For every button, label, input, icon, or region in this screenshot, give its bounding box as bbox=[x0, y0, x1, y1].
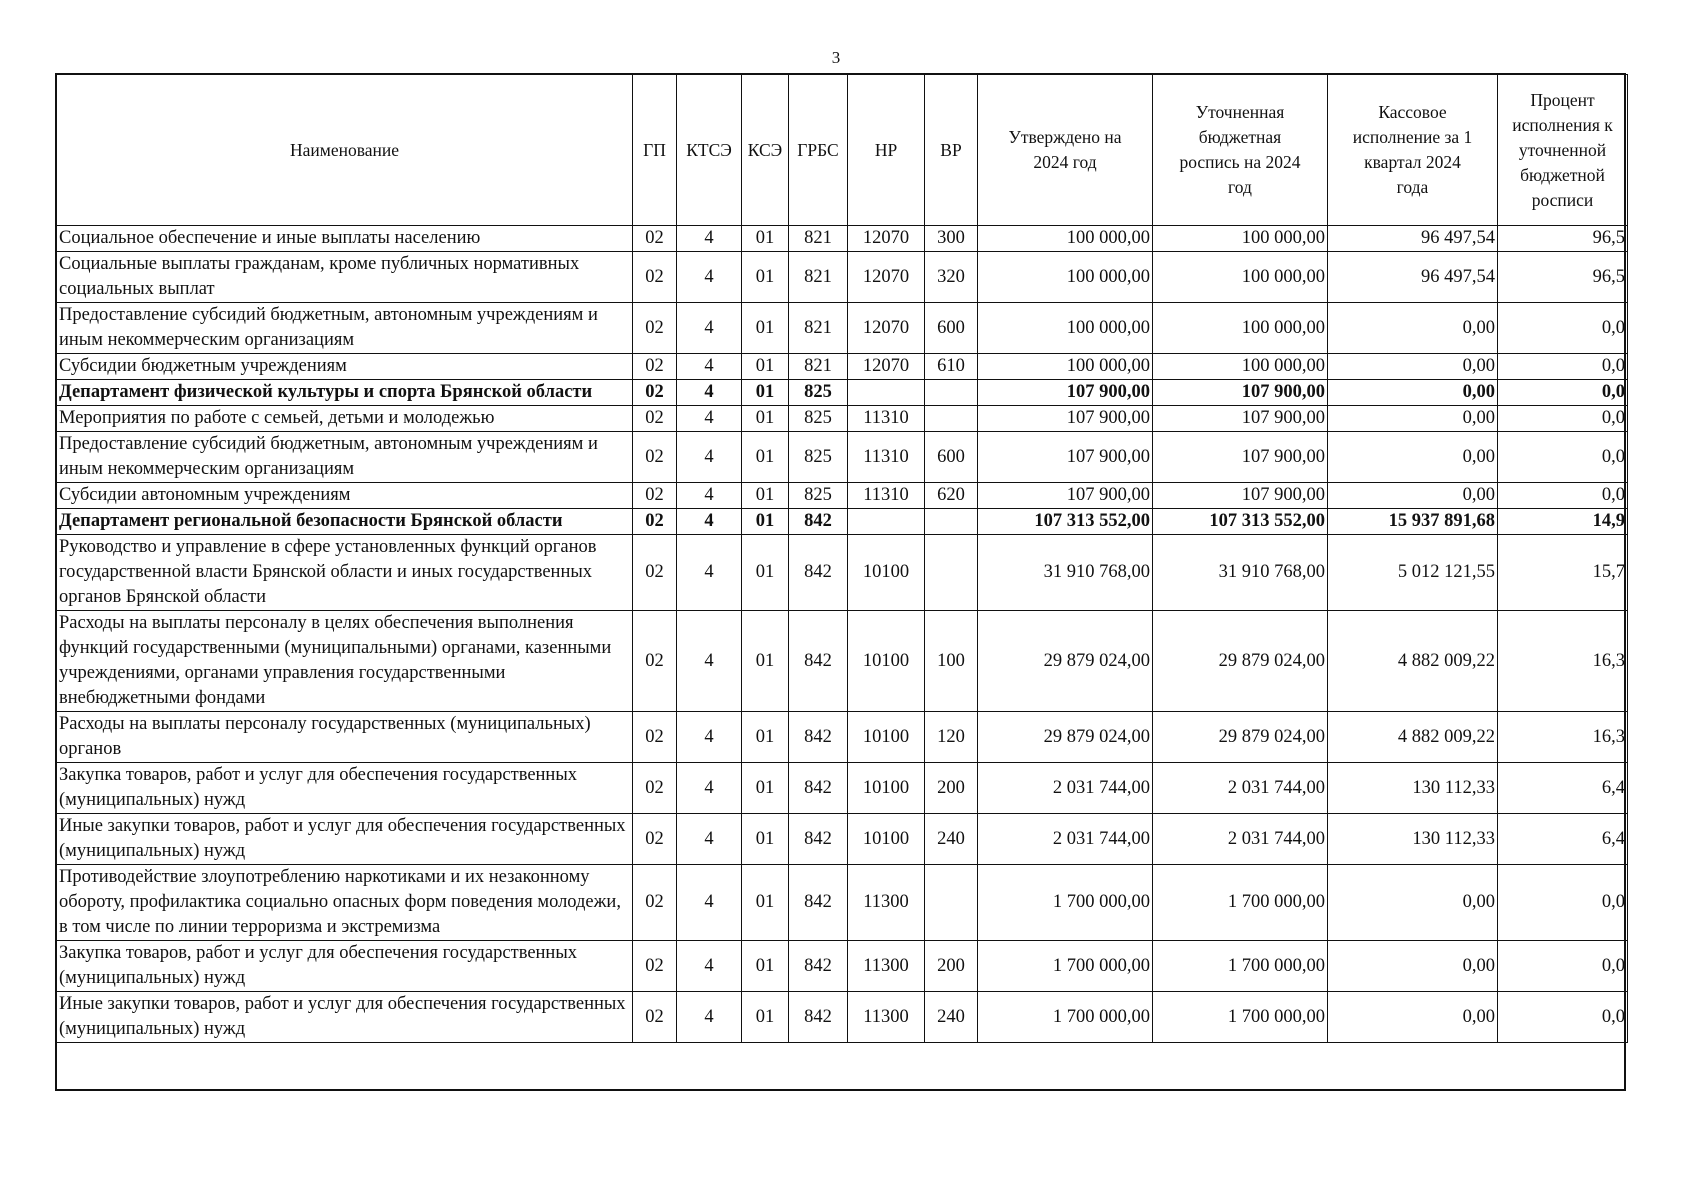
cell-nr: 11300 bbox=[848, 865, 925, 941]
table-row bbox=[57, 992, 1628, 1043]
cell-ktse: 4 bbox=[677, 406, 742, 432]
table-row bbox=[57, 611, 1628, 712]
cell-vr bbox=[925, 535, 978, 611]
cell-name: Противодействие злоупотреблению наркотиками и их незаконному обороту, профилактика социально опасных форм поведения молодежи, в том числе по линии терроризма и экстремизма bbox=[57, 865, 633, 941]
cell-approved: 2 031 744,00 bbox=[978, 763, 1153, 814]
cell-grbs: 842 bbox=[789, 814, 848, 865]
cell-grbs: 842 bbox=[789, 992, 848, 1043]
page-number: 3 bbox=[831, 48, 841, 67]
cell-name: Социальные выплаты гражданам, кроме публичных нормативных социальных выплат bbox=[57, 252, 633, 303]
cell-percent: 96,5 bbox=[1498, 226, 1628, 252]
cell-ktse: 4 bbox=[677, 252, 742, 303]
cell-kse: 01 bbox=[742, 226, 789, 252]
cell-cash: 0,00 bbox=[1328, 865, 1498, 941]
cell-nr: 11310 bbox=[848, 406, 925, 432]
cell-approved: 107 900,00 bbox=[978, 380, 1153, 406]
cell-cash: 4 882 009,22 bbox=[1328, 712, 1498, 763]
cell-kse: 01 bbox=[742, 763, 789, 814]
cell-name: Социальное обеспечение и иные выплаты населению bbox=[57, 226, 633, 252]
cell-percent: 6,4 bbox=[1498, 763, 1628, 814]
cell-ktse: 4 bbox=[677, 611, 742, 712]
cell-ktse: 4 bbox=[677, 303, 742, 354]
cell-refined: 1 700 000,00 bbox=[1153, 941, 1328, 992]
cell-grbs: 821 bbox=[789, 226, 848, 252]
table-row bbox=[57, 252, 1628, 303]
header-gp: ГП bbox=[633, 75, 677, 226]
cell-percent: 0,0 bbox=[1498, 483, 1628, 509]
cell-ktse: 4 bbox=[677, 992, 742, 1043]
cell-cash: 0,00 bbox=[1328, 483, 1498, 509]
cell-vr: 320 bbox=[925, 252, 978, 303]
cell-gp: 02 bbox=[633, 226, 677, 252]
cell-percent: 0,0 bbox=[1498, 992, 1628, 1043]
cell-name: Субсидии автономным учреждениям bbox=[57, 483, 633, 509]
cell-refined: 2 031 744,00 bbox=[1153, 814, 1328, 865]
cell-cash: 0,00 bbox=[1328, 432, 1498, 483]
cell-kse: 01 bbox=[742, 406, 789, 432]
cell-ktse: 4 bbox=[677, 226, 742, 252]
cell-cash: 0,00 bbox=[1328, 380, 1498, 406]
cell-name: Расходы на выплаты персоналу государственных (муниципальных) органов bbox=[57, 712, 633, 763]
cell-name: Закупка товаров, работ и услуг для обеспечения государственных (муниципальных) нужд bbox=[57, 941, 633, 992]
cell-cash: 0,00 bbox=[1328, 406, 1498, 432]
cell-percent: 15,7 bbox=[1498, 535, 1628, 611]
table-row bbox=[57, 380, 1628, 406]
header-vr: ВР bbox=[925, 75, 978, 226]
cell-kse: 01 bbox=[742, 380, 789, 406]
cell-approved: 100 000,00 bbox=[978, 354, 1153, 380]
cell-ktse: 4 bbox=[677, 380, 742, 406]
cell-name: Департамент физической культуры и спорта Брянской области bbox=[57, 380, 633, 406]
cell-kse: 01 bbox=[742, 814, 789, 865]
header-grbs: ГРБС bbox=[789, 75, 848, 226]
cell-gp: 02 bbox=[633, 814, 677, 865]
cell-gp: 02 bbox=[633, 252, 677, 303]
cell-refined: 107 313 552,00 bbox=[1153, 509, 1328, 535]
cell-percent: 96,5 bbox=[1498, 252, 1628, 303]
cell-approved: 31 910 768,00 bbox=[978, 535, 1153, 611]
cell-approved: 1 700 000,00 bbox=[978, 941, 1153, 992]
cell-ktse: 4 bbox=[677, 941, 742, 992]
cell-refined: 1 700 000,00 bbox=[1153, 865, 1328, 941]
cell-percent: 0,0 bbox=[1498, 303, 1628, 354]
cell-approved: 107 900,00 bbox=[978, 406, 1153, 432]
cell-name: Мероприятия по работе с семьей, детьми и молодежью bbox=[57, 406, 633, 432]
cell-kse: 01 bbox=[742, 509, 789, 535]
cell-gp: 02 bbox=[633, 483, 677, 509]
cell-vr bbox=[925, 865, 978, 941]
table-row bbox=[57, 226, 1628, 252]
cell-ktse: 4 bbox=[677, 712, 742, 763]
cell-approved: 100 000,00 bbox=[978, 252, 1153, 303]
cell-name: Предоставление субсидий бюджетным, автономным учреждениям и иным некоммерческим организациям bbox=[57, 303, 633, 354]
cell-name: Расходы на выплаты персоналу в целях обеспечения выполнения функций государственными (муниципальными) органами, казенными учреждениями, органами управления государственными внебюджетными фондами bbox=[57, 611, 633, 712]
cell-gp: 02 bbox=[633, 712, 677, 763]
budget-execution-table bbox=[56, 74, 1628, 1043]
cell-kse: 01 bbox=[742, 432, 789, 483]
cell-approved: 100 000,00 bbox=[978, 303, 1153, 354]
cell-percent: 0,0 bbox=[1498, 941, 1628, 992]
cell-cash: 0,00 bbox=[1328, 303, 1498, 354]
cell-gp: 02 bbox=[633, 941, 677, 992]
cell-name: Субсидии бюджетным учреждениям bbox=[57, 354, 633, 380]
cell-grbs: 842 bbox=[789, 509, 848, 535]
cell-nr: 11300 bbox=[848, 941, 925, 992]
cell-cash: 0,00 bbox=[1328, 941, 1498, 992]
cell-vr: 610 bbox=[925, 354, 978, 380]
cell-approved: 107 900,00 bbox=[978, 483, 1153, 509]
cell-vr: 120 bbox=[925, 712, 978, 763]
cell-nr: 12070 bbox=[848, 354, 925, 380]
cell-cash: 130 112,33 bbox=[1328, 763, 1498, 814]
cell-refined: 1 700 000,00 bbox=[1153, 992, 1328, 1043]
header-kse: КСЭ bbox=[742, 75, 789, 226]
cell-name: Департамент региональной безопасности Брянской области bbox=[57, 509, 633, 535]
cell-nr: 11300 bbox=[848, 992, 925, 1043]
cell-refined: 29 879 024,00 bbox=[1153, 611, 1328, 712]
cell-name: Руководство и управление в сфере установленных функций органов государственной власти Брянской области и иных государственных органов Брянской области bbox=[57, 535, 633, 611]
cell-refined: 107 900,00 bbox=[1153, 380, 1328, 406]
cell-nr: 10100 bbox=[848, 763, 925, 814]
cell-percent: 0,0 bbox=[1498, 354, 1628, 380]
cell-cash: 15 937 891,68 bbox=[1328, 509, 1498, 535]
cell-percent: 16,3 bbox=[1498, 712, 1628, 763]
cell-gp: 02 bbox=[633, 611, 677, 712]
cell-refined: 100 000,00 bbox=[1153, 252, 1328, 303]
cell-vr: 240 bbox=[925, 814, 978, 865]
cell-vr: 300 bbox=[925, 226, 978, 252]
cell-grbs: 821 bbox=[789, 252, 848, 303]
cell-nr: 12070 bbox=[848, 226, 925, 252]
cell-nr: 10100 bbox=[848, 535, 925, 611]
cell-grbs: 842 bbox=[789, 611, 848, 712]
cell-grbs: 842 bbox=[789, 535, 848, 611]
cell-nr: 10100 bbox=[848, 814, 925, 865]
cell-grbs: 825 bbox=[789, 380, 848, 406]
cell-approved: 107 900,00 bbox=[978, 432, 1153, 483]
cell-kse: 01 bbox=[742, 611, 789, 712]
cell-grbs: 842 bbox=[789, 712, 848, 763]
cell-grbs: 842 bbox=[789, 763, 848, 814]
cell-ktse: 4 bbox=[677, 865, 742, 941]
cell-grbs: 825 bbox=[789, 406, 848, 432]
cell-nr: 11310 bbox=[848, 483, 925, 509]
cell-refined: 100 000,00 bbox=[1153, 226, 1328, 252]
table-row bbox=[57, 432, 1628, 483]
cell-name: Предоставление субсидий бюджетным, автономным учреждениям и иным некоммерческим организациям bbox=[57, 432, 633, 483]
cell-vr: 620 bbox=[925, 483, 978, 509]
cell-kse: 01 bbox=[742, 712, 789, 763]
table-row bbox=[57, 865, 1628, 941]
cell-cash: 0,00 bbox=[1328, 992, 1498, 1043]
header-cash: Кассовое исполнение за 1 квартал 2024 года bbox=[1328, 75, 1498, 226]
cell-ktse: 4 bbox=[677, 483, 742, 509]
cell-gp: 02 bbox=[633, 763, 677, 814]
cell-cash: 5 012 121,55 bbox=[1328, 535, 1498, 611]
header-percent: Процент исполнения к уточненной бюджетной росписи bbox=[1498, 75, 1628, 226]
cell-percent: 0,0 bbox=[1498, 406, 1628, 432]
cell-cash: 96 497,54 bbox=[1328, 226, 1498, 252]
cell-grbs: 825 bbox=[789, 432, 848, 483]
cell-nr: 10100 bbox=[848, 611, 925, 712]
cell-vr: 200 bbox=[925, 941, 978, 992]
table-row bbox=[57, 712, 1628, 763]
cell-cash: 96 497,54 bbox=[1328, 252, 1498, 303]
table-row bbox=[57, 303, 1628, 354]
table-row bbox=[57, 763, 1628, 814]
cell-approved: 1 700 000,00 bbox=[978, 865, 1153, 941]
cell-kse: 01 bbox=[742, 303, 789, 354]
cell-grbs: 821 bbox=[789, 303, 848, 354]
header-nr: НР bbox=[848, 75, 925, 226]
cell-kse: 01 bbox=[742, 941, 789, 992]
cell-grbs: 842 bbox=[789, 865, 848, 941]
cell-gp: 02 bbox=[633, 535, 677, 611]
cell-gp: 02 bbox=[633, 380, 677, 406]
cell-refined: 107 900,00 bbox=[1153, 432, 1328, 483]
cell-percent: 0,0 bbox=[1498, 380, 1628, 406]
header-row bbox=[57, 75, 1628, 226]
cell-nr: 11310 bbox=[848, 432, 925, 483]
cell-grbs: 821 bbox=[789, 354, 848, 380]
cell-vr bbox=[925, 406, 978, 432]
header-approved: Утверждено на 2024 год bbox=[978, 75, 1153, 226]
table-row bbox=[57, 535, 1628, 611]
cell-kse: 01 bbox=[742, 992, 789, 1043]
table-row bbox=[57, 509, 1628, 535]
table-row bbox=[57, 483, 1628, 509]
cell-approved: 1 700 000,00 bbox=[978, 992, 1153, 1043]
cell-gp: 02 bbox=[633, 303, 677, 354]
cell-ktse: 4 bbox=[677, 354, 742, 380]
header-name: Наименование bbox=[57, 75, 633, 226]
cell-percent: 14,9 bbox=[1498, 509, 1628, 535]
cell-grbs: 842 bbox=[789, 941, 848, 992]
cell-ktse: 4 bbox=[677, 432, 742, 483]
cell-vr: 600 bbox=[925, 432, 978, 483]
cell-vr: 600 bbox=[925, 303, 978, 354]
cell-refined: 2 031 744,00 bbox=[1153, 763, 1328, 814]
cell-vr: 240 bbox=[925, 992, 978, 1043]
cell-nr: 10100 bbox=[848, 712, 925, 763]
cell-kse: 01 bbox=[742, 252, 789, 303]
cell-percent: 6,4 bbox=[1498, 814, 1628, 865]
table-row bbox=[57, 406, 1628, 432]
cell-name: Иные закупки товаров, работ и услуг для обеспечения государственных (муниципальных) нужд bbox=[57, 814, 633, 865]
header-refined: Уточненная бюджетная роспись на 2024 год bbox=[1153, 75, 1328, 226]
cell-approved: 100 000,00 bbox=[978, 226, 1153, 252]
cell-kse: 01 bbox=[742, 354, 789, 380]
cell-nr: 12070 bbox=[848, 252, 925, 303]
cell-refined: 107 900,00 bbox=[1153, 483, 1328, 509]
cell-cash: 130 112,33 bbox=[1328, 814, 1498, 865]
table-row bbox=[57, 354, 1628, 380]
cell-refined: 31 910 768,00 bbox=[1153, 535, 1328, 611]
table-row bbox=[57, 814, 1628, 865]
cell-ktse: 4 bbox=[677, 509, 742, 535]
cell-refined: 107 900,00 bbox=[1153, 406, 1328, 432]
cell-gp: 02 bbox=[633, 354, 677, 380]
cell-percent: 16,3 bbox=[1498, 611, 1628, 712]
cell-nr: 12070 bbox=[848, 303, 925, 354]
cell-vr: 200 bbox=[925, 763, 978, 814]
cell-kse: 01 bbox=[742, 535, 789, 611]
cell-vr: 100 bbox=[925, 611, 978, 712]
cell-vr bbox=[925, 509, 978, 535]
cell-refined: 29 879 024,00 bbox=[1153, 712, 1328, 763]
cell-percent: 0,0 bbox=[1498, 865, 1628, 941]
cell-kse: 01 bbox=[742, 865, 789, 941]
cell-vr bbox=[925, 380, 978, 406]
cell-approved: 107 313 552,00 bbox=[978, 509, 1153, 535]
cell-approved: 2 031 744,00 bbox=[978, 814, 1153, 865]
cell-gp: 02 bbox=[633, 406, 677, 432]
cell-grbs: 825 bbox=[789, 483, 848, 509]
cell-name: Закупка товаров, работ и услуг для обеспечения государственных (муниципальных) нужд bbox=[57, 763, 633, 814]
cell-refined: 100 000,00 bbox=[1153, 354, 1328, 380]
table-row bbox=[57, 941, 1628, 992]
cell-cash: 0,00 bbox=[1328, 354, 1498, 380]
cell-approved: 29 879 024,00 bbox=[978, 611, 1153, 712]
cell-gp: 02 bbox=[633, 432, 677, 483]
cell-nr bbox=[848, 509, 925, 535]
cell-gp: 02 bbox=[633, 992, 677, 1043]
cell-ktse: 4 bbox=[677, 535, 742, 611]
cell-gp: 02 bbox=[633, 865, 677, 941]
cell-ktse: 4 bbox=[677, 763, 742, 814]
cell-ktse: 4 bbox=[677, 814, 742, 865]
header-ktse: КТСЭ bbox=[677, 75, 742, 226]
cell-gp: 02 bbox=[633, 509, 677, 535]
cell-cash: 4 882 009,22 bbox=[1328, 611, 1498, 712]
cell-name: Иные закупки товаров, работ и услуг для обеспечения государственных (муниципальных) нужд bbox=[57, 992, 633, 1043]
cell-nr bbox=[848, 380, 925, 406]
cell-kse: 01 bbox=[742, 483, 789, 509]
cell-approved: 29 879 024,00 bbox=[978, 712, 1153, 763]
cell-refined: 100 000,00 bbox=[1153, 303, 1328, 354]
cell-percent: 0,0 bbox=[1498, 432, 1628, 483]
